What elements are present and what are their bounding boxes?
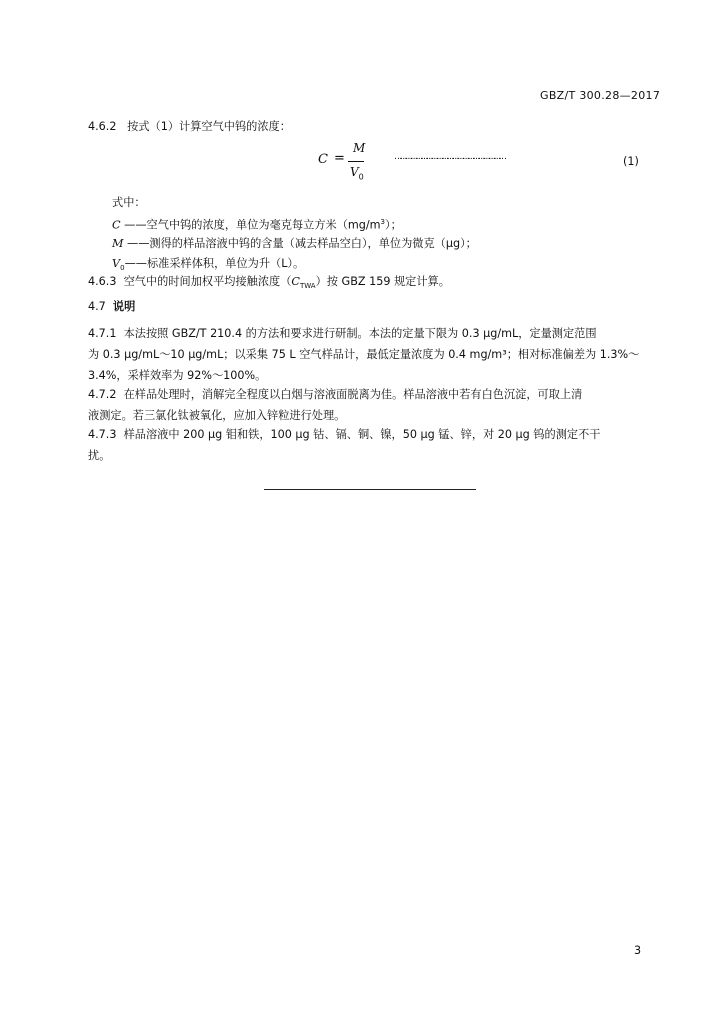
fraction-bar xyxy=(348,161,364,162)
clause-number: 4.6.2 xyxy=(88,120,117,133)
formula-numerator: M xyxy=(353,141,366,155)
clause-4-6-2 xyxy=(88,119,291,134)
clause-4-7-1: 4.7.1 本法按照 GBZ/T 210.4 的方法和要求进行研制。本法的定量下限为 0.3 μg/mL，定量测定范围 为 0.3 μg/mL～10 μg/mL；以采集 75 L 空气样品计，最低定量浓度为 0.4 mg/m³；相对标准偏差为 1.3%～ 3.4%，采样效率为 92%～100%。 xyxy=(88,327,640,382)
clause-4-6-3: 4.6.3 空气中的时间加权平均接触浓度$(C_{TWA})$按 GBZ 159 规定计算。 xyxy=(88,275,450,291)
formula-lhs: C xyxy=(318,152,328,167)
clause-text: 按式（1）计算空气中钨的浓度： xyxy=(127,120,291,133)
leader-dots: ……………………………………………………… xyxy=(394,152,504,162)
formula-equals: = xyxy=(334,151,345,166)
definition-m: M ——测得的样品溶液中钨的含量（减去样品空白），单位为微克（μg）； xyxy=(112,237,477,250)
where-label: 式中： xyxy=(112,196,146,209)
definition-c: C ——空气中钨的浓度，单位为毫克每立方米$(mg/m^3)$； xyxy=(112,218,402,232)
equation-number: (1) xyxy=(623,155,639,168)
clause-4-7-2: 4.7.2 在样品处理时，消解完全程度以白烟与溶液面脱离为佳。样品溶液中若有白色沉淀，可取上清 液测定。若三氯化钛被氧化，应加入锌粒进行处理。 xyxy=(88,388,583,422)
definition-v0: $V_0——$标准采样体积，单位为升（L）。 xyxy=(112,257,305,273)
page-number: 3 xyxy=(634,944,642,957)
formula-denominator: $V_0$ xyxy=(350,165,364,182)
section-heading-4-7: 4.7 说明 xyxy=(88,300,136,313)
standard-code-header: GBZ/T 300.28—2017 xyxy=(540,89,661,102)
clause-4-7-3: 4.7.3 样品溶液中 200 μg 钼和铁，100 μg 钴、镉、铜、镍，50 μg 锰、锌，对 20 μg 钨的测定不干 扰。 xyxy=(88,428,601,462)
end-of-document-rule xyxy=(264,489,476,490)
